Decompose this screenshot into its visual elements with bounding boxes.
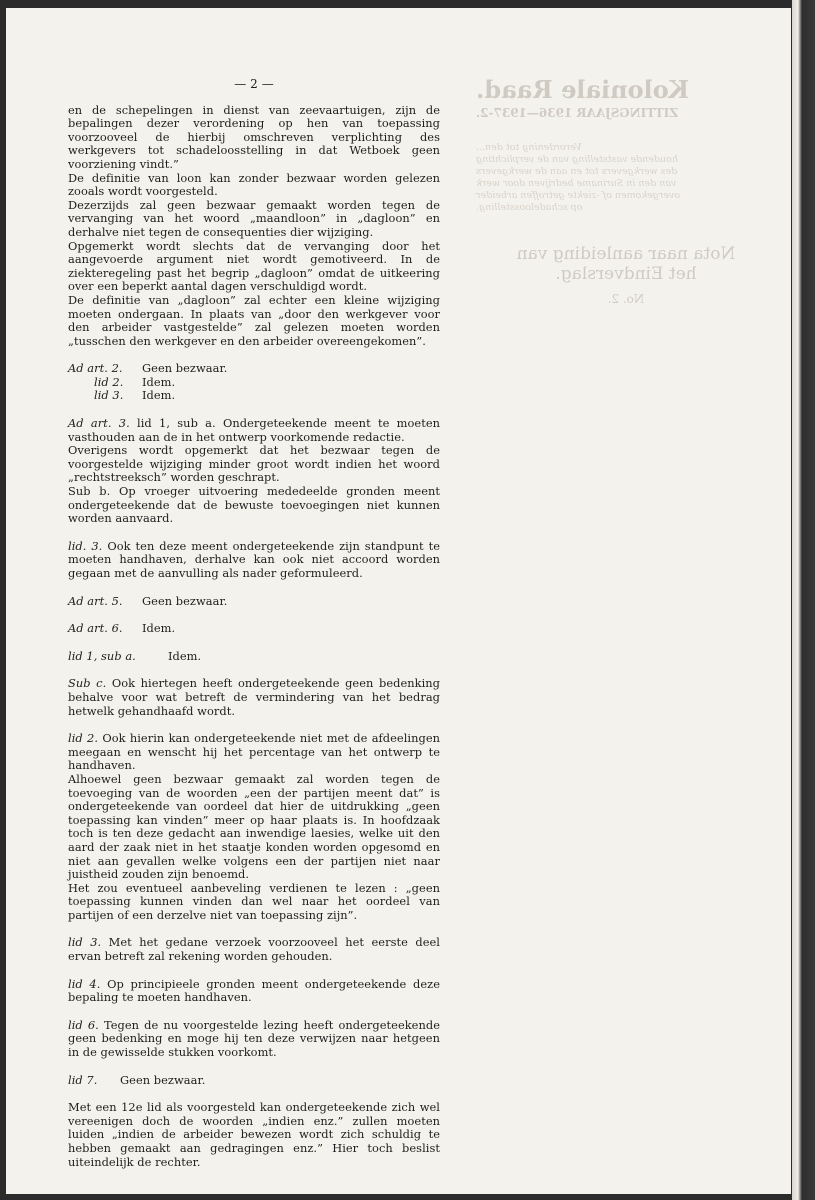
article-label: lid 1, sub a.: [68, 648, 136, 663]
article-label: Ad art. 3.: [68, 416, 130, 431]
article-row: [68, 376, 440, 390]
article-label: Ad art. 5.: [68, 593, 123, 608]
ad-art-2-block: [68, 362, 440, 403]
paragraph-lid-6: [68, 1019, 440, 1060]
article-row: [68, 622, 440, 636]
article-label: Sub c.: [68, 676, 107, 691]
article-text: Met het gedane verzoek voorzooveel het eerste deel ervan betreft zal rekening worden gehouden.: [68, 935, 440, 964]
article-text: Geen bezwaar.: [120, 1072, 206, 1087]
article-text: lid 1, sub a. Ondergeteekende meent te moeten vasthouden aan de in het ontwerp voorkomende redactie.: [68, 416, 441, 444]
paragraph-lid-3: [68, 540, 440, 581]
paragraph: Sub b. Op vroeger uitvoering mededeelde gronden meent ondergeteekende dat de bewuste toevoegingen niet kunnen worden aanvaard.: [68, 484, 440, 526]
paragraph: en de schepelingen in dienst van zeevaartuigen, zijn de bepalingen dezer verordening op hen van toepassing voorzooveel de hierbij omschreven verplichting des werkgevers tot schadeloosstelling in dat Wetboek geen voorziening vindt.”: [68, 102, 440, 171]
article-label: lid 7.: [68, 1072, 98, 1087]
document-page: [6, 8, 791, 1194]
page-number: — 2 —: [234, 77, 274, 91]
paragraph-lid-2: [68, 732, 440, 773]
paragraph-lid-3b: [68, 936, 440, 963]
article-row: [68, 1074, 440, 1088]
article-label: lid 2.: [94, 374, 124, 389]
article-label: lid 3.: [68, 935, 102, 950]
article-row: [68, 595, 440, 609]
article-label: Ad art. 2.: [68, 361, 123, 376]
paragraph: Dezerzijds zal geen bezwaar gemaakt worden tegen de vervanging van het woord „maandloon” in „dagloon” en derhalve niet tegen de consequenties dier wijziging.: [68, 197, 440, 239]
main-text-column: [68, 78, 440, 1169]
article-label: Ad art. 6.: [68, 621, 123, 636]
article-text: Idem.: [142, 374, 176, 389]
article-row: [68, 650, 440, 664]
adjacent-page-edge: [792, 0, 815, 1200]
article-text: Ook ten deze meent ondergeteekende zijn standpunt te moeten handhaven, derhalve kan ook niet accoord worden gegaan met de aanvulling als nader geformuleerd.: [68, 538, 441, 580]
article-text: Op principieele gronden meent ondergeteekende deze bepaling te moeten handhaven.: [68, 976, 440, 1005]
paragraph: Het zou eventueel aanbeveling verdienen te lezen : „geen toepassing kunnen vinden dan wel naar het oordeel van partijen of een derzelve niet van toepassing zijn”.: [68, 880, 440, 922]
article-row: [68, 389, 440, 403]
bleed-through-reverse-page: Koloniale Raad. ZITTINGSJAAR 1936—1937-2. Verordening tot den... houdende vaststelling van de verplichting des werkgevers tot en aan de werkgevers van den in Suriname bedrijven door werk overgekomen of -ziekte getroffen arbeider op schadeloosstelling. Nota naar aanleiding van het Eindverslag. No. 2.: [476, 75, 736, 306]
article-text: Ook hiertegen heeft ondergeteekende geen bedenking behalve voor wat betreft de vermindering van het bedrag hetwelk gehandhaafd wordt.: [68, 676, 440, 718]
article-text: Geen bezwaar.: [142, 593, 228, 608]
article-label: lid 3.: [94, 388, 124, 403]
paragraph-art-3: [68, 417, 440, 444]
paragraph-sub-c: [68, 677, 440, 718]
article-text: Idem.: [142, 621, 176, 636]
article-text: Idem.: [168, 648, 202, 663]
paragraph-lid-4: [68, 978, 440, 1005]
paragraph: Opgemerkt wordt slechts dat de vervanging door het aangevoerde argument niet wordt gemotiveerd. In de ziekteregeling past het begrip „dagloon” omdat de uitkeering over een beperkt aantal dagen verschuldigd wordt.: [68, 238, 440, 294]
paragraph: De definitie van „dagloon” zal echter een kleine wijziging moeten ondergaan. In plaats van „door den werkgever voor den arbeider vastgestelde” zal gelezen moeten worden „tusschen den werkgever en den arbeider overeengekomen”.: [68, 292, 440, 348]
article-label: lid. 3.: [68, 538, 103, 553]
paragraph: Overigens wordt opgemerkt dat het bezwaar tegen de voorgestelde wijziging minder groot wordt indien het woord „rechtstreeksch” worden geschrapt.: [68, 443, 440, 485]
article-text: Tegen de nu voorgestelde lezing heeft ondergeteekende geen bedenking en moge hij ten deze verwijzen naar hetgeen in de gewisselde stukken voorkomt.: [68, 1017, 440, 1060]
article-text: Idem.: [142, 388, 176, 403]
article-text: Geen bezwaar.: [142, 361, 228, 376]
article-row: [68, 362, 440, 376]
article-label: lid 4.: [68, 976, 101, 991]
article-label: lid 2.: [68, 731, 98, 746]
article-label: lid 6.: [68, 1017, 99, 1032]
paragraph: Alhoewel geen bezwaar gemaakt zal worden tegen de toevoeging van de woorden „een der partijen meent dat” is ondergeteekende van oordeel dat hier de uitdrukking „geen toepassing kan vinden” meer op haar plaats is. In hoofdzaak toch is ten deze gedacht aan inwendige laesies, welke uit den aard der zaak niet in het staatje konden worden opgesomd en niet aan gevallen welke volgens een der partijen niet naar juistheid zouden zijn benoemd.: [68, 771, 440, 882]
paragraph-final: Met een 12e lid als voorgesteld kan ondergeteekende zich wel vereenigen doch de woorden „indien enz.” zullen moeten luiden „indien de arbeider bewezen wordt zich schuldig te hebben gemaakt aan gedragingen enz.” Hier toch beslist uiteindelijk de rechter.: [68, 1100, 440, 1169]
paragraph: De definitie van loon kan zonder bezwaar worden gelezen zooals wordt voorgesteld.: [68, 170, 440, 199]
article-text: Ook hierin kan ondergeteekende niet met de afdeelingen meegaan en wenscht hij het percentage van het ontwerp te handhaven.: [68, 731, 441, 773]
